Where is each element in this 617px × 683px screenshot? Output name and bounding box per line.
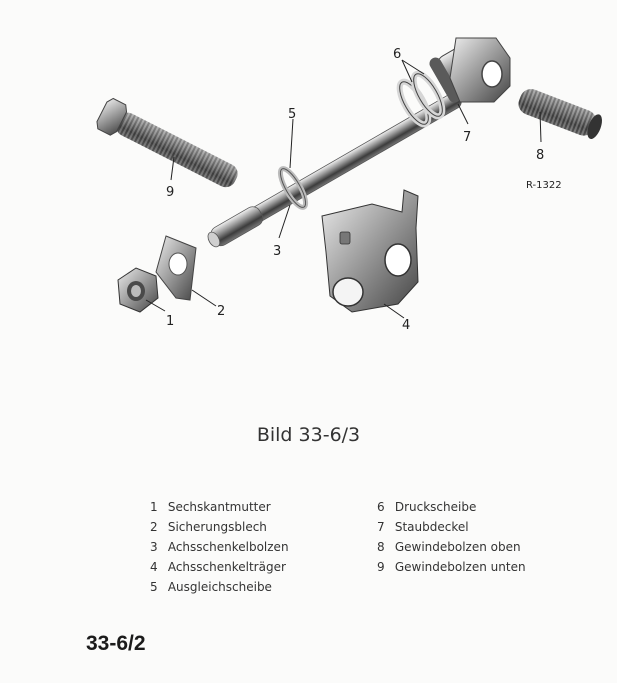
- legend-item: 5 Ausgleichscheibe: [150, 580, 272, 594]
- page-number: 33-6/2: [86, 632, 146, 655]
- figure-caption: Bild 33-6/3: [256, 424, 361, 446]
- legend-item: 1 Sechskantmutter: [150, 500, 271, 514]
- callout-1: 1: [166, 314, 175, 329]
- part-1-hex-nut: [118, 268, 158, 312]
- callout-6: 6: [393, 47, 402, 62]
- part-9-lower-threaded-bolt: [94, 97, 243, 195]
- callout-5: 5: [288, 107, 297, 122]
- legend-item: 4 Achsschenkelträger: [150, 560, 286, 574]
- part-8-upper-threaded-stud: [515, 86, 605, 141]
- legend-item: 8 Gewindebolzen oben: [377, 540, 521, 554]
- part-4-knuckle-carrier: [322, 190, 418, 312]
- part-2-locking-plate: [156, 236, 196, 300]
- legend-item: 3 Achsschenkelbolzen: [150, 540, 289, 554]
- callout-8: 8: [536, 148, 545, 163]
- legend-item: 6 Druckscheibe: [377, 500, 477, 514]
- parts-legend-right: [377, 497, 526, 577]
- figure-reference-code: R-1322: [526, 180, 562, 191]
- callout-7: 7: [463, 130, 472, 145]
- legend-item: 7 Staubdeckel: [377, 520, 469, 534]
- parts-legend-left: [150, 497, 289, 597]
- legend-item: 2 Sicherungsblech: [150, 520, 267, 534]
- callout-2: 2: [217, 304, 226, 319]
- callout-4: 4: [402, 318, 411, 333]
- callout-9: 9: [166, 185, 175, 200]
- callout-3: 3: [273, 244, 282, 259]
- legend-item: 9 Gewindebolzen unten: [377, 560, 526, 574]
